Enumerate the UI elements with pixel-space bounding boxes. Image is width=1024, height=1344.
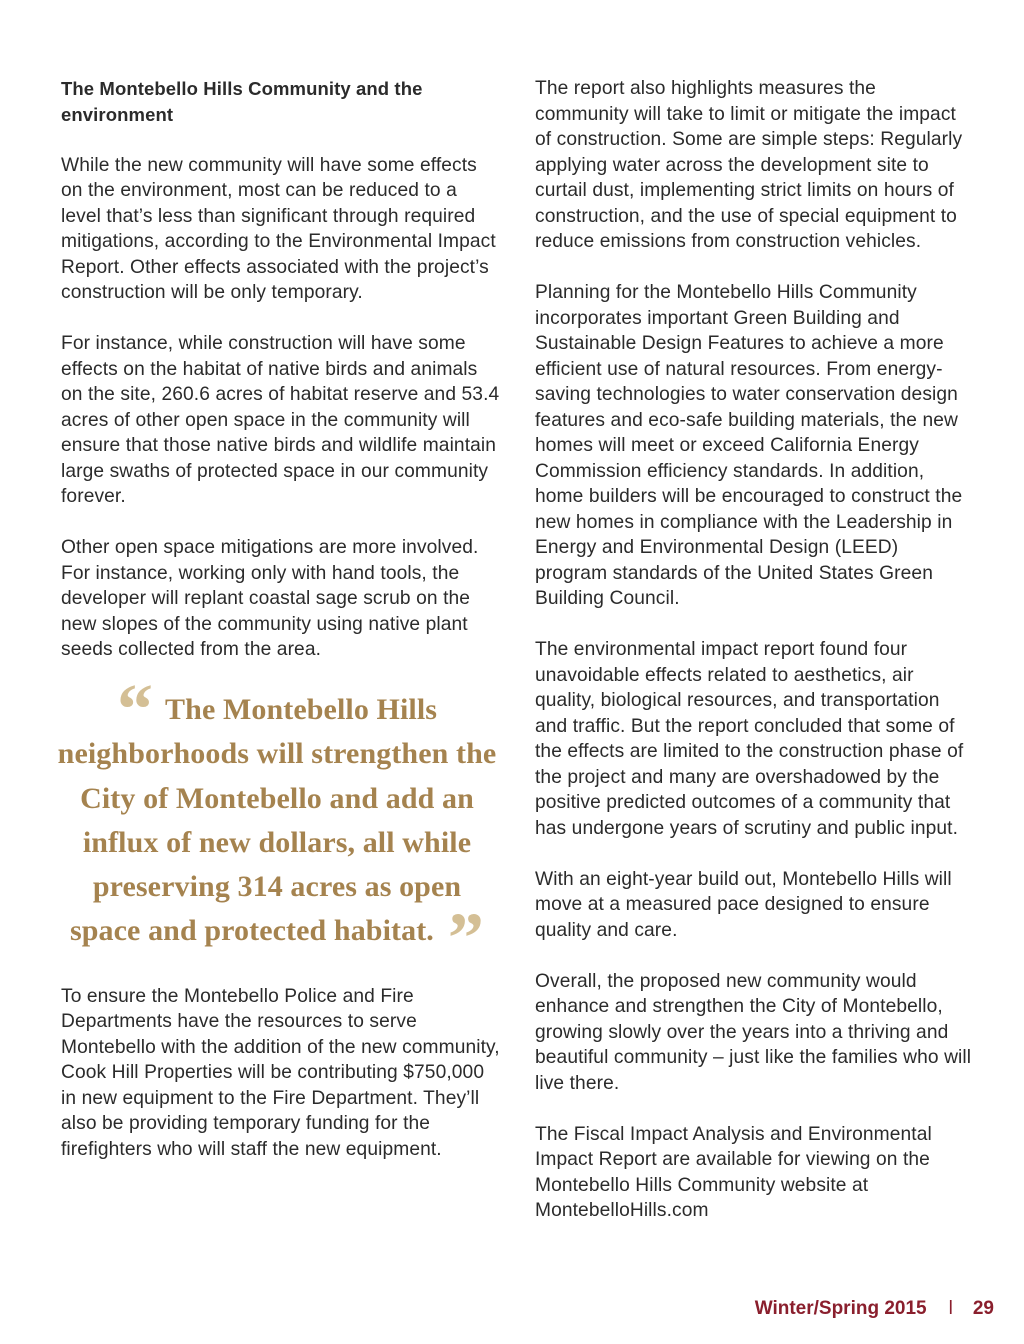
page-footer (755, 1298, 994, 1320)
issue-label: Winter/Spring 2015 (754, 1298, 927, 1319)
paragraph: To ensure the Montebello Police and Fire Departments have the resources to serve Montebello with the addition of the new community, Cook Hill Properties will be contributing $750,000 in new equipment to the Fire Department. They’ll also be providing temporary funding for the firefighters who will staff the new equipment. (61, 985, 500, 1160)
page-number: 29 (972, 1298, 994, 1319)
pull-quote-text: The Montebello Hills neighborhoods will strengthen the City of Montebello and add an influx of new dollars, all while preserving 314 acres as open space and protected habitat. (57, 693, 497, 948)
section-heading: The Montebello Hills Community and the environment (61, 78, 423, 125)
paragraph: The report also highlights measures the community will take to limit or mitigate the impact of construction. Some are simple steps: Regularly applying water across the development site to curtail dust, implementing strict limits on hours of construction, and the use of special equipment to reduce emissions from construction vehicles. (535, 78, 963, 252)
paragraph: For instance, while construction will have some effects on the habitat of native birds and animals on the site, 260.6 acres of habitat reserve and 53.4 acres of other open space in the community will ensure that those native birds and wildlife maintain large swaths of protected space in our community forever. (61, 333, 500, 507)
paragraph: Planning for the Montebello Hills Community incorporates important Green Building and Sustainable Design Features to achieve a more efficient use of natural resources. From energy-saving technologies to water conservation design features and eco-safe building materials, the new homes will meet or exceed California Energy Commission efficiency standards. In addition, home builders will be encouraged to construct the new homes in compliance with the Leadership in Energy and Environmental Design (LEED) program standards of the United States Green Building Council. (535, 282, 963, 609)
close-quote-icon: ” (447, 898, 485, 979)
paragraph: While the new community will have some effects on the environment, most can be reduced to a level that’s less than significant through required mitigations, according to the Environmental Impact Report. Other effects associated with the project’s construction will be only temporary. (61, 154, 496, 303)
open-quote-icon: “ (116, 669, 154, 749)
paragraph: The environmental impact report found four unavoidable effects related to aesthetics, air quality, biological resources, and transportation and traffic. But the report concluded that some of the effects are limited to the construction phase of the project and many are overshadowed by the positive predicted outcomes of a community that has undergone years of scrutiny and public input. (535, 639, 964, 839)
paragraph: Overall, the proposed new community would enhance and strengthen the City of Montebello, growing slowly over the years into a thriving and beautiful community – just like the families who will live there. (535, 970, 972, 1094)
paragraph: Other open space mitigations are more involved. For instance, working only with hand tools, the developer will replant coastal sage scrub on the new slopes of the community using native plant seeds collected from the area. (61, 537, 479, 660)
left-column (57, 76, 501, 1188)
right-column (535, 76, 975, 1249)
footer-separator: l (948, 1298, 953, 1319)
paragraph: With an eight-year build out, Montebello Hills will move at a measured pace designed to ensure quality and care. (535, 868, 952, 941)
pull-quote (57, 669, 497, 979)
paragraph: The Fiscal Impact Analysis and Environmental Impact Report are available for viewing on the Montebello Hills Community website at MontebelloHills.com (535, 1123, 932, 1221)
